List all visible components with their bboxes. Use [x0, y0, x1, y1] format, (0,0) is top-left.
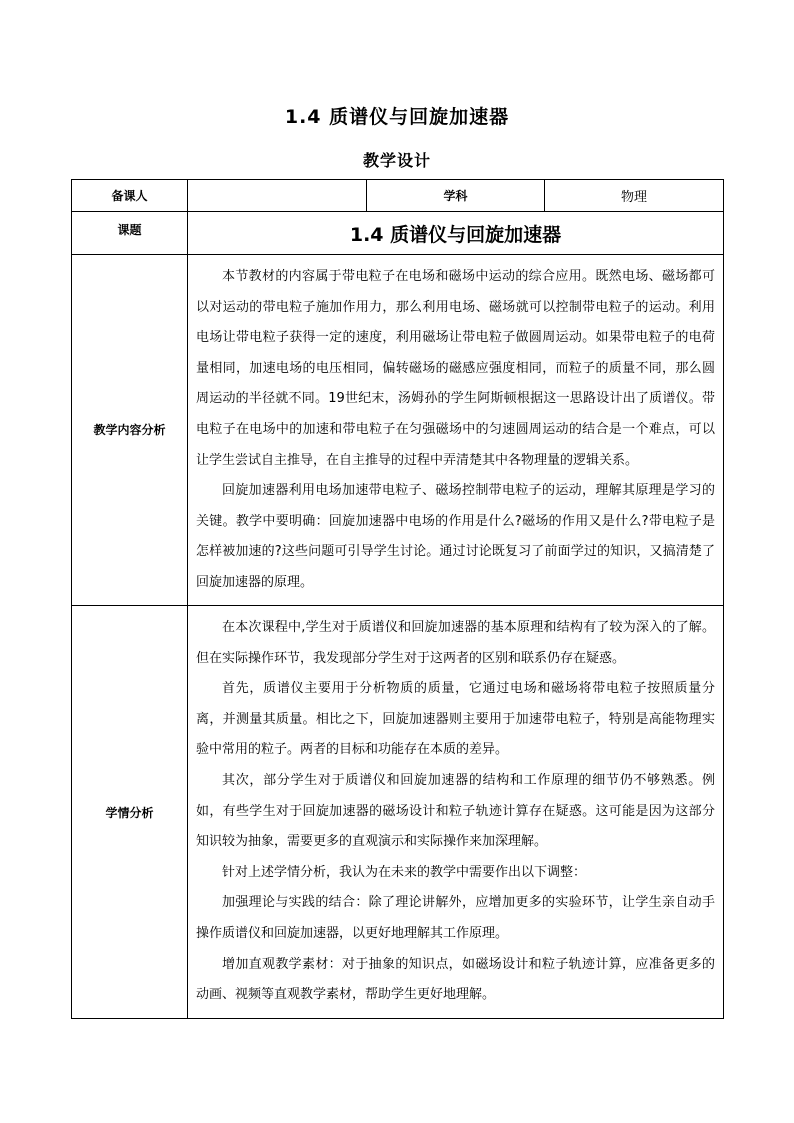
topic-label: 课题 — [72, 212, 188, 255]
content-analysis-label: 教学内容分析 — [93, 423, 166, 437]
content-analysis-paragraph: 本节教材的内容属于带电粒子在电场和磁场中运动的综合应用。既然电场、磁场都可以对运动的带电粒子施加作用力，那么利用电场、磁场就可以控制带电粒子的运动。利用电场让带电粒子获得一定的速度，利用磁场让带电粒子做圆周运动。如果带电粒子的电荷量相同，加速电场的电压相同，偏转磁场的磁感应强度相同，而粒子的质量不同，那么圆周运动的半径就不同。19世纪末，汤姆孙的学生阿斯顿根据这一思路设计出了质谱仪。带电粒子在电场中的加速和带电粒子在匀强磁场中的匀速圆周运动的结合是一个难点，可以让学生尝试自主推导，在自主推导的过程中弄清楚其中各物理量的逻辑关系。 — [196, 269, 715, 468]
content-analysis-label-cell — [72, 255, 188, 606]
student-analysis-paragraph: 加强理论与实践的结合：除了理论讲解外，应增加更多的实验环节，让学生亲自动手操作质谱仪和回旋加速器，以更好地理解其工作原理。 — [196, 895, 715, 941]
subject-label: 学科 — [367, 180, 545, 212]
student-analysis-paragraph: 增加直观教学素材：对于抽象的知识点，如磁场设计和粒子轨迹计算，应准备更多的动画、视频等直观教学素材，帮助学生更好地理解。 — [196, 956, 715, 1003]
student-analysis-paragraph: 其次，部分学生对于质谱仪和回旋加速器的结构和工作原理的细节仍不够熟悉。例如，有些学生对于回旋加速器的磁场设计和粒子轨迹计算存在疑惑。这可能是因为这部分知识较为抽象，需要更多的直观演示和实际操作来加深理解。 — [196, 772, 715, 850]
student-analysis-paragraph: 首先，质谱仪主要用于分析物质的质量，它通过电场和磁场将带电粒子按照质量分离，并测量其质量。相比之下，回旋加速器则主要用于加速带电粒子，特别是高能物理实验中常用的粒子。两者的目标和功能存在本质的差异。 — [196, 681, 715, 758]
student-analysis-paragraph: 针对上述学情分析，我认为在未来的教学中需要作出以下调整： — [222, 864, 587, 880]
topic-value: 1.4 质谱仪与回旋加速器 — [188, 212, 724, 255]
table-row-topic — [72, 212, 724, 255]
table-row-content-analysis — [72, 255, 724, 606]
lesson-plan-table — [71, 179, 724, 1019]
content-analysis-body — [188, 255, 724, 606]
subject-value: 物理 — [545, 180, 724, 212]
student-analysis-paragraph: 在本次课程中,学生对于质谱仪和回旋加速器的基本原理和结构有了较为深入的了解。但在实际操作环节，我发现部分学生对于这两者的区别和联系仍存在疑惑。 — [196, 620, 715, 666]
document-subtitle: 教学设计 — [362, 151, 431, 170]
student-analysis-body — [188, 606, 724, 1019]
table-row-preparer — [72, 180, 724, 212]
content-analysis-paragraph: 回旋加速器利用电场加速带电粒子、磁场控制带电粒子的运动，理解其原理是学习的关键。教学中要明确：回旋加速器中电场的作用是什么?磁场的作用又是什么?带电粒子是怎样被加速的?这些问题可引导学生讨论。通过讨论既复习了前面学过的知识，又搞清楚了回旋加速器的原理。 — [196, 483, 715, 590]
preparer-value — [188, 180, 367, 212]
preparer-label: 备课人 — [72, 180, 188, 212]
document-title: 1.4 质谱仪与回旋加速器 — [284, 106, 510, 128]
table-row-student-analysis — [72, 606, 724, 1019]
student-analysis-label: 学情分析 — [72, 606, 188, 1019]
